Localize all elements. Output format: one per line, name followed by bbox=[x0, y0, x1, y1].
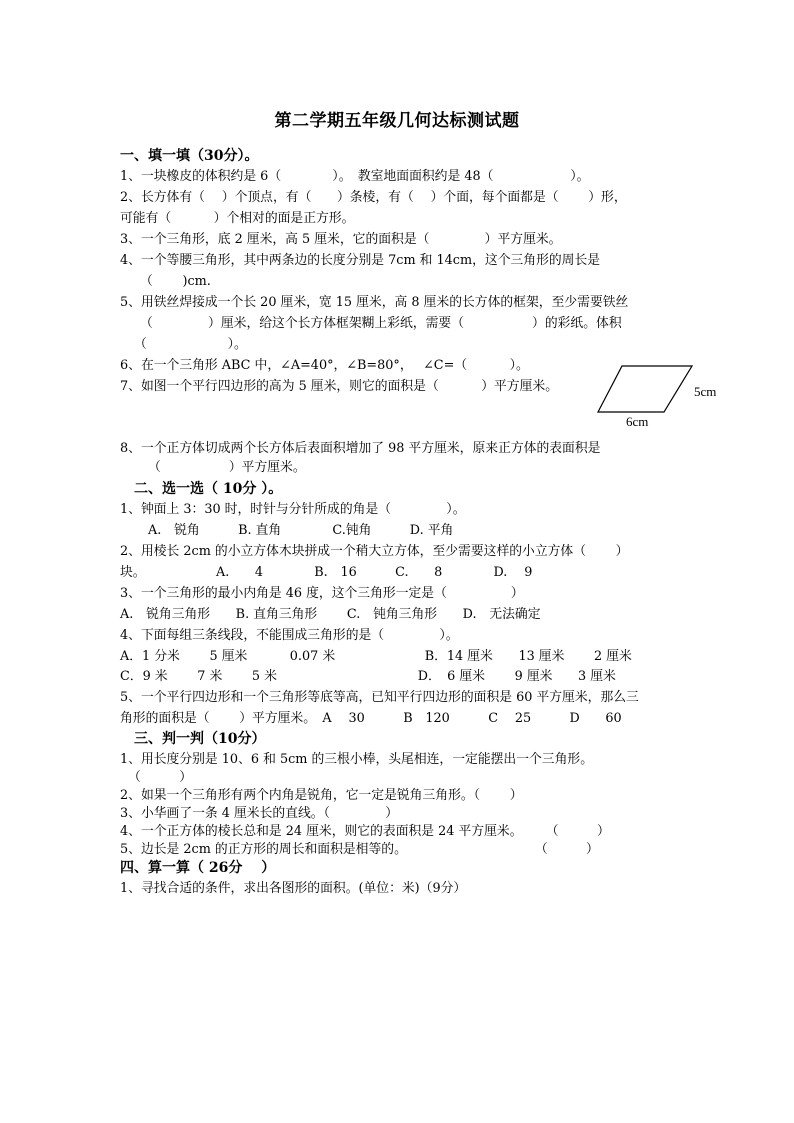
question-1-8-line-2: （ ）平方厘米。 bbox=[148, 460, 306, 475]
question-2-1-options: A. 锐角 B. 直角 C.钝角 D. 平角 bbox=[148, 523, 454, 538]
question-2-3: 3、一个三角形的最小内角是 46 度，这个三角形一定是（ ） bbox=[120, 586, 524, 601]
question-1-5-line-3: （ ）。 bbox=[134, 337, 247, 352]
question-1-1: 1、一块橡皮的体积约是 6（ ）。 教室地面面积约是 48（ ）。 bbox=[120, 169, 590, 184]
page-title: 第二学期五年级几何达标测试题 bbox=[274, 111, 520, 131]
question-1-2-line-2: 可能有（ ）个相对的面是正方形。 bbox=[120, 211, 355, 226]
question-2-4: 4、下面每组三条线段，不能围成三角形的是（ ）。 bbox=[120, 628, 459, 643]
question-2-3-options: A. 锐角三角形 B. 直角三角形 C. 钝角三角形 D. 无法确定 bbox=[120, 607, 541, 622]
question-2-2-line-2: 块。 A. 4 B. 16 C. 8 D. 9 bbox=[120, 565, 533, 580]
section-heading-calculate: 四、算一算（ 26分 ） bbox=[120, 860, 276, 876]
question-3-5: 5、边长是 2cm 的正方形的周长和面积是相等的。 （ ） bbox=[120, 842, 599, 857]
question-2-1: 1、钟面上 3：30 时，时针与分针所成的角是（ ）。 bbox=[120, 502, 466, 517]
question-3-1-line-1: 1、用长度分别是 10、6 和 5cm 的三根小棒，头尾相连，一定能摆出一个三角形。 bbox=[120, 752, 593, 767]
question-1-4-line-2: （ )cm. bbox=[140, 274, 211, 289]
section-heading-fill-in: 一、填一填（30分）。 bbox=[120, 148, 259, 164]
question-1-4-line-1: 4、一个等腰三角形，其中两条边的长度分别是 7cm 和 14cm，这个三角形的周长是 bbox=[120, 253, 601, 268]
question-1-3: 3、一个三角形，底 2 厘米，高 5 厘米，它的面积是（ ）平方厘米。 bbox=[120, 232, 562, 247]
parallelogram-shape bbox=[598, 366, 692, 412]
question-2-4-options-a-b: A．1 分米 5 厘米 0.07 米 B．14 厘米 13 厘米 2 厘米 bbox=[120, 649, 632, 664]
question-1-7: 7、如图一个平行四边形的高为 5 厘米，则它的面积是（ ）平方厘米。 bbox=[120, 379, 558, 394]
question-2-5-line-2: 角形的面积是（ ）平方厘米。 A 30 B 120 C 25 D 60 bbox=[120, 711, 622, 726]
parallelogram-figure bbox=[596, 364, 726, 428]
question-3-3: 3、小华画了一条 4 厘米长的直线。（ ） bbox=[120, 806, 399, 821]
question-2-4-options-c-d: C．9 米 7 米 5 米 D． 6 厘米 9 厘米 3 厘米 bbox=[120, 669, 616, 684]
question-1-8-line-1: 8、一个正方体切成两个长方体后表面积增加了 98 平方厘米，原来正方体的表面积是 bbox=[120, 441, 601, 456]
question-4-1: 1、寻找合适的条件，求出各图形的面积。(单位：米)（9分） bbox=[120, 881, 467, 896]
question-3-2: 2、如果一个三角形有两个内角是锐角，它一定是锐角三角形。（ ） bbox=[120, 788, 523, 803]
question-2-2-line-1: 2、用棱长 2cm 的小立方体木块拼成一个稍大立方体，至少需要这样的小立方体（ ） bbox=[120, 544, 629, 559]
question-3-1-line-2: （ ） bbox=[128, 770, 192, 785]
question-1-2-line-1: 2、长方体有（ ）个顶点，有（ ）条棱，有（ ）个面，每个面都是（ ）形， bbox=[120, 190, 627, 205]
section-heading-multiple-choice: 二、选一选（ 10分 ）。 bbox=[134, 481, 283, 497]
section-heading-true-false: 三、判一判（10分） bbox=[134, 731, 266, 747]
question-1-5-line-1: 5、用铁丝焊接成一个长 20 厘米，宽 15 厘米，高 8 厘米的长方体的框架，至少需要铁丝 bbox=[120, 295, 629, 310]
question-3-4: 4、一个正方体的棱长总和是 24 厘米，则它的表面积是 24 平方厘米。 （ ） bbox=[120, 824, 610, 839]
question-1-5-line-2: （ ）厘米，给这个长方体框架糊上彩纸，需要（ ）的彩纸。体积 bbox=[140, 316, 622, 331]
parallelogram-base-label: 6cm bbox=[626, 414, 649, 428]
parallelogram-side-label: 5cm bbox=[694, 384, 717, 399]
question-2-5-line-1: 5、一个平行四边形和一个三角形等底等高，已知平行四边形的面积是 60 平方厘米，那么三 bbox=[120, 690, 639, 705]
question-1-6: 6、在一个三角形 ABC 中，∠A=40°，∠B=80°， ∠C=（ ）。 bbox=[120, 358, 529, 373]
